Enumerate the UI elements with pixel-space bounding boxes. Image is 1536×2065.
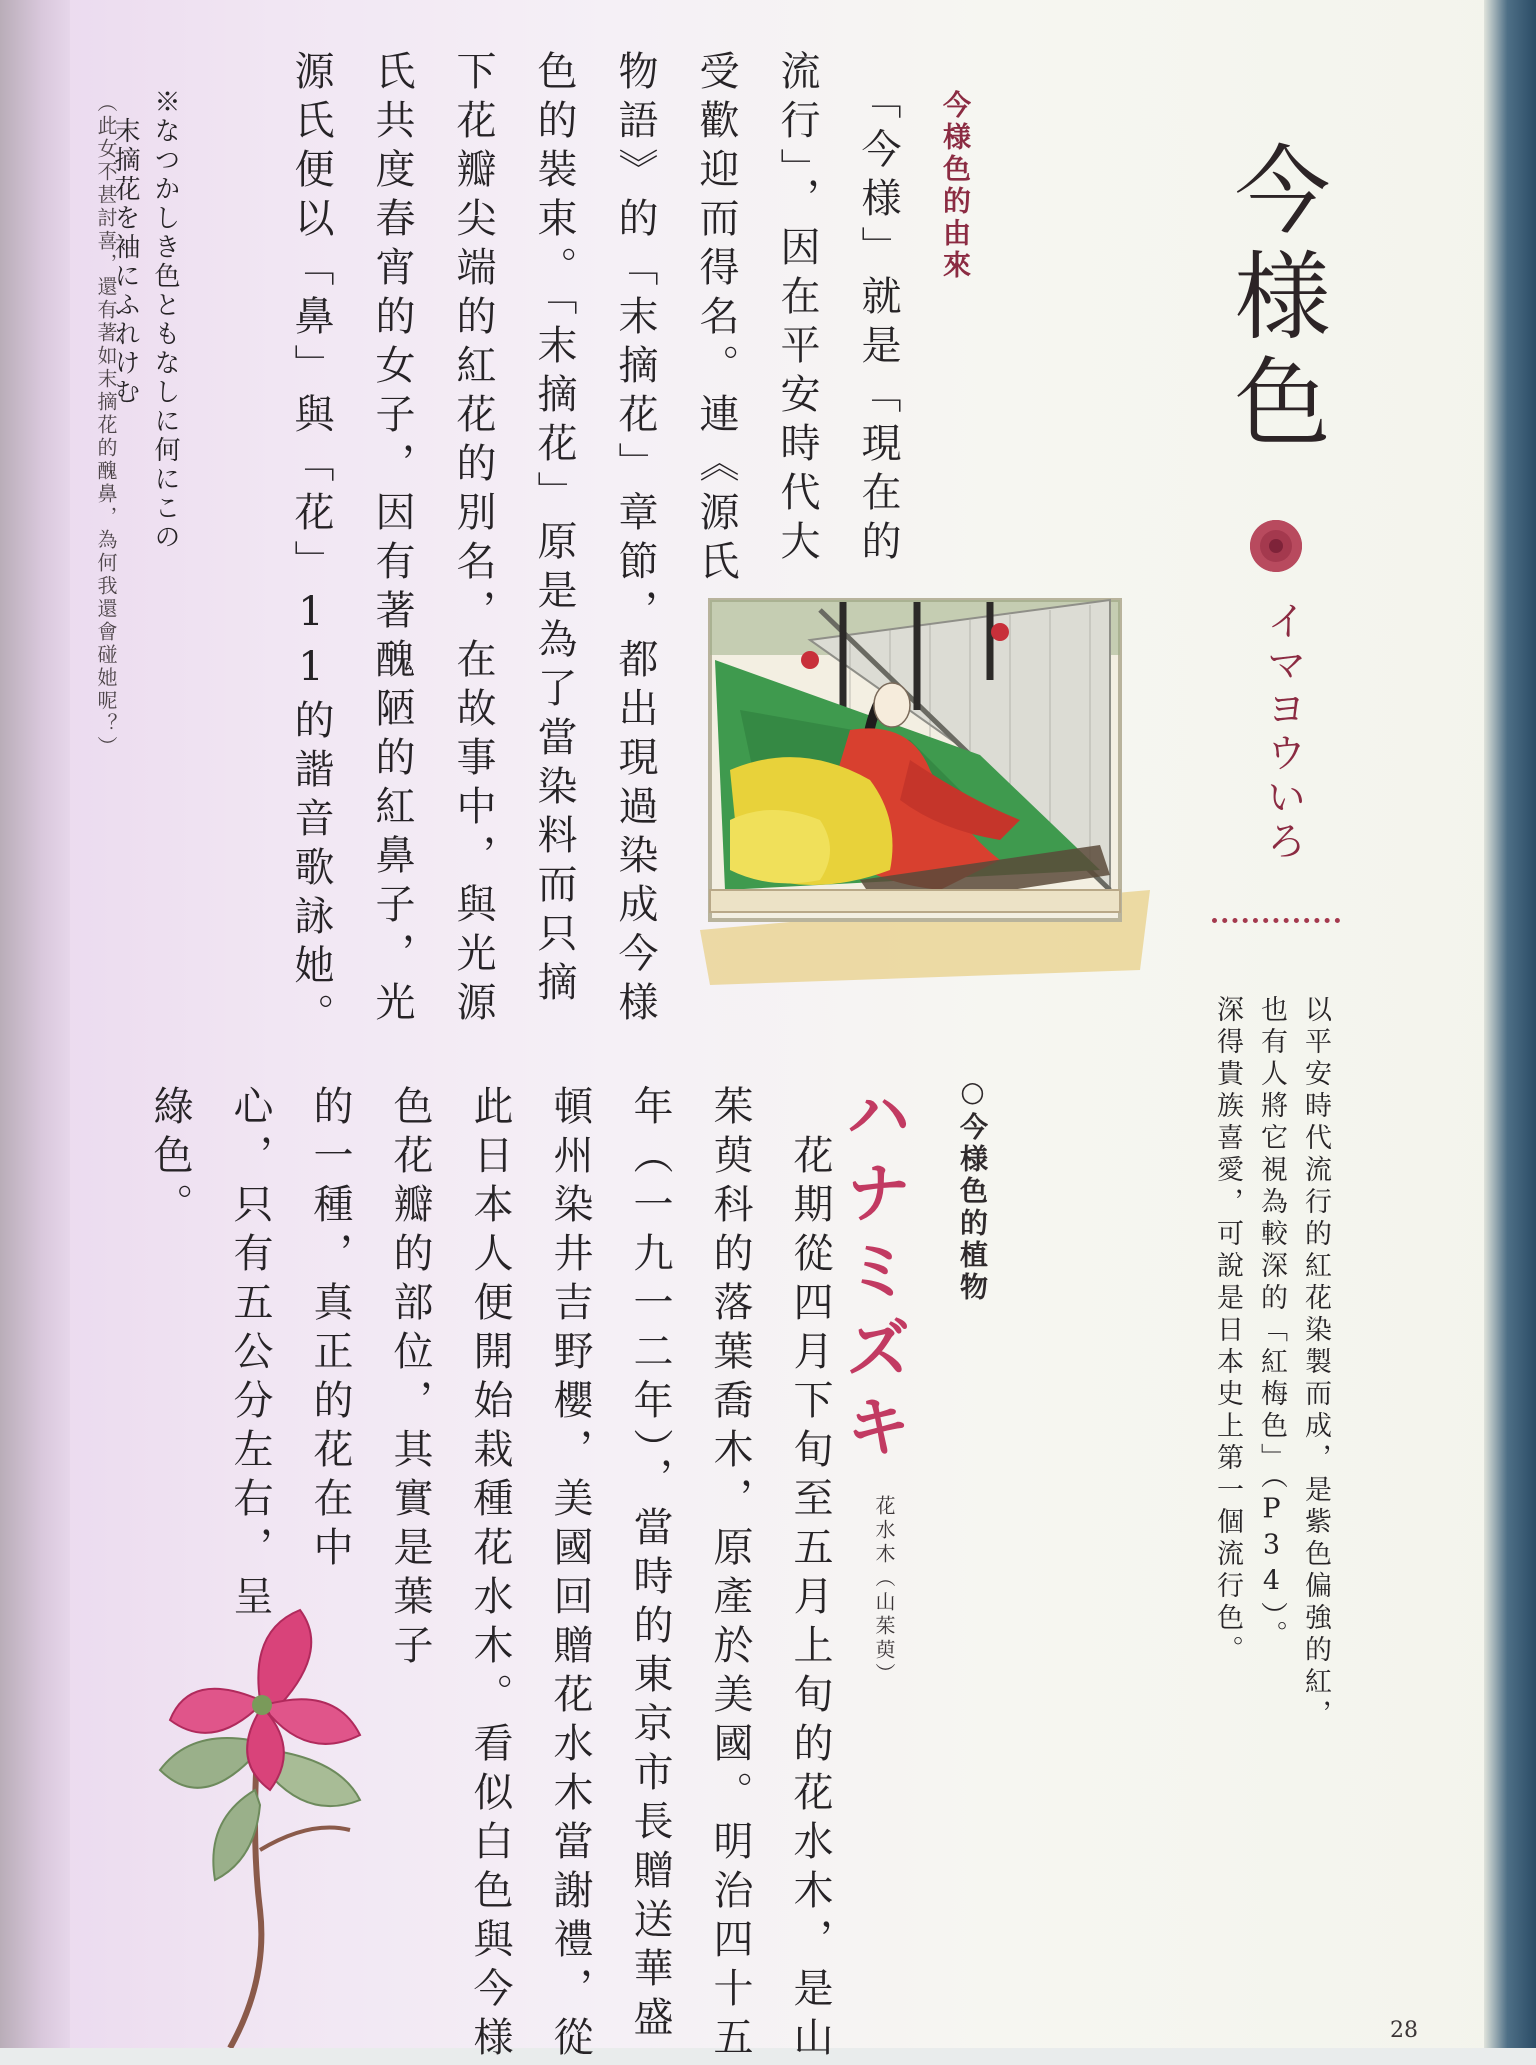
dotted-divider (1212, 918, 1340, 923)
footnote-translation: （此女不甚討喜，還有著如末摘花的醜鼻，為何我還會碰她呢？） (94, 92, 118, 759)
origin-body: 「今様」就是「現在的 流行」，因在平安時代大 受歡迎而得名。連《源氏 物語》的「末摘花」章節，都出現過染成今様 色的裝束。「末摘花」原是為了當染料而只摘 下花瓣尖端的紅花的別名，在故事中，與光源 氏共度春宵的女子，因有著醜陋的紅鼻子，光 源氏便以「鼻」與「花」11的諧音歌詠她。 (288, 50, 901, 1042)
page-title: 今様色 (1219, 140, 1331, 458)
footnote-poem: ※なつかしき色ともなしに何にこの 末摘花を袖にふれけむ (110, 88, 180, 552)
plant-katakana-name: ハナミズキ (834, 1080, 911, 1470)
book-cover-edge (1484, 0, 1536, 2048)
title-reading: イマヨウいろ (1260, 600, 1306, 864)
page-number: 28 (1390, 2018, 1418, 2043)
origin-heading: 今様色的由來 (939, 90, 972, 282)
dogwood-flower-illustration (110, 1590, 410, 2048)
plant-body: 花期從四月下旬至五月上旬的花水木，是山 茱萸科的落葉喬木，原產於美國。明治四十五 年（一九一二年），當時的東京市長贈送華盛 頓州染井吉野櫻，美國回贈花水木當謝禮，從 此日本人便開始栽種花水木。看似白色與今様 色花瓣的部位，其實是葉子 的一種，真正的花在中 心，只有五公分左右，呈 綠色。 (147, 1085, 833, 2065)
color-swatch-icon (1250, 520, 1302, 572)
plant-kanji-name: 花水木（山茱萸） (872, 1495, 896, 1687)
plant-heading: ○今様色的植物 (956, 1075, 989, 1304)
intro-text: 以平安時代流行的紅花染製而成，是紫色偏強的紅， 也有人將它視為較深的「紅梅色」（P34）。 深得貴族喜愛，可說是日本史上第一個流行色。 (1212, 995, 1331, 1731)
heian-lady-illustration (680, 590, 1170, 990)
page-spine-shadow (0, 0, 70, 2048)
